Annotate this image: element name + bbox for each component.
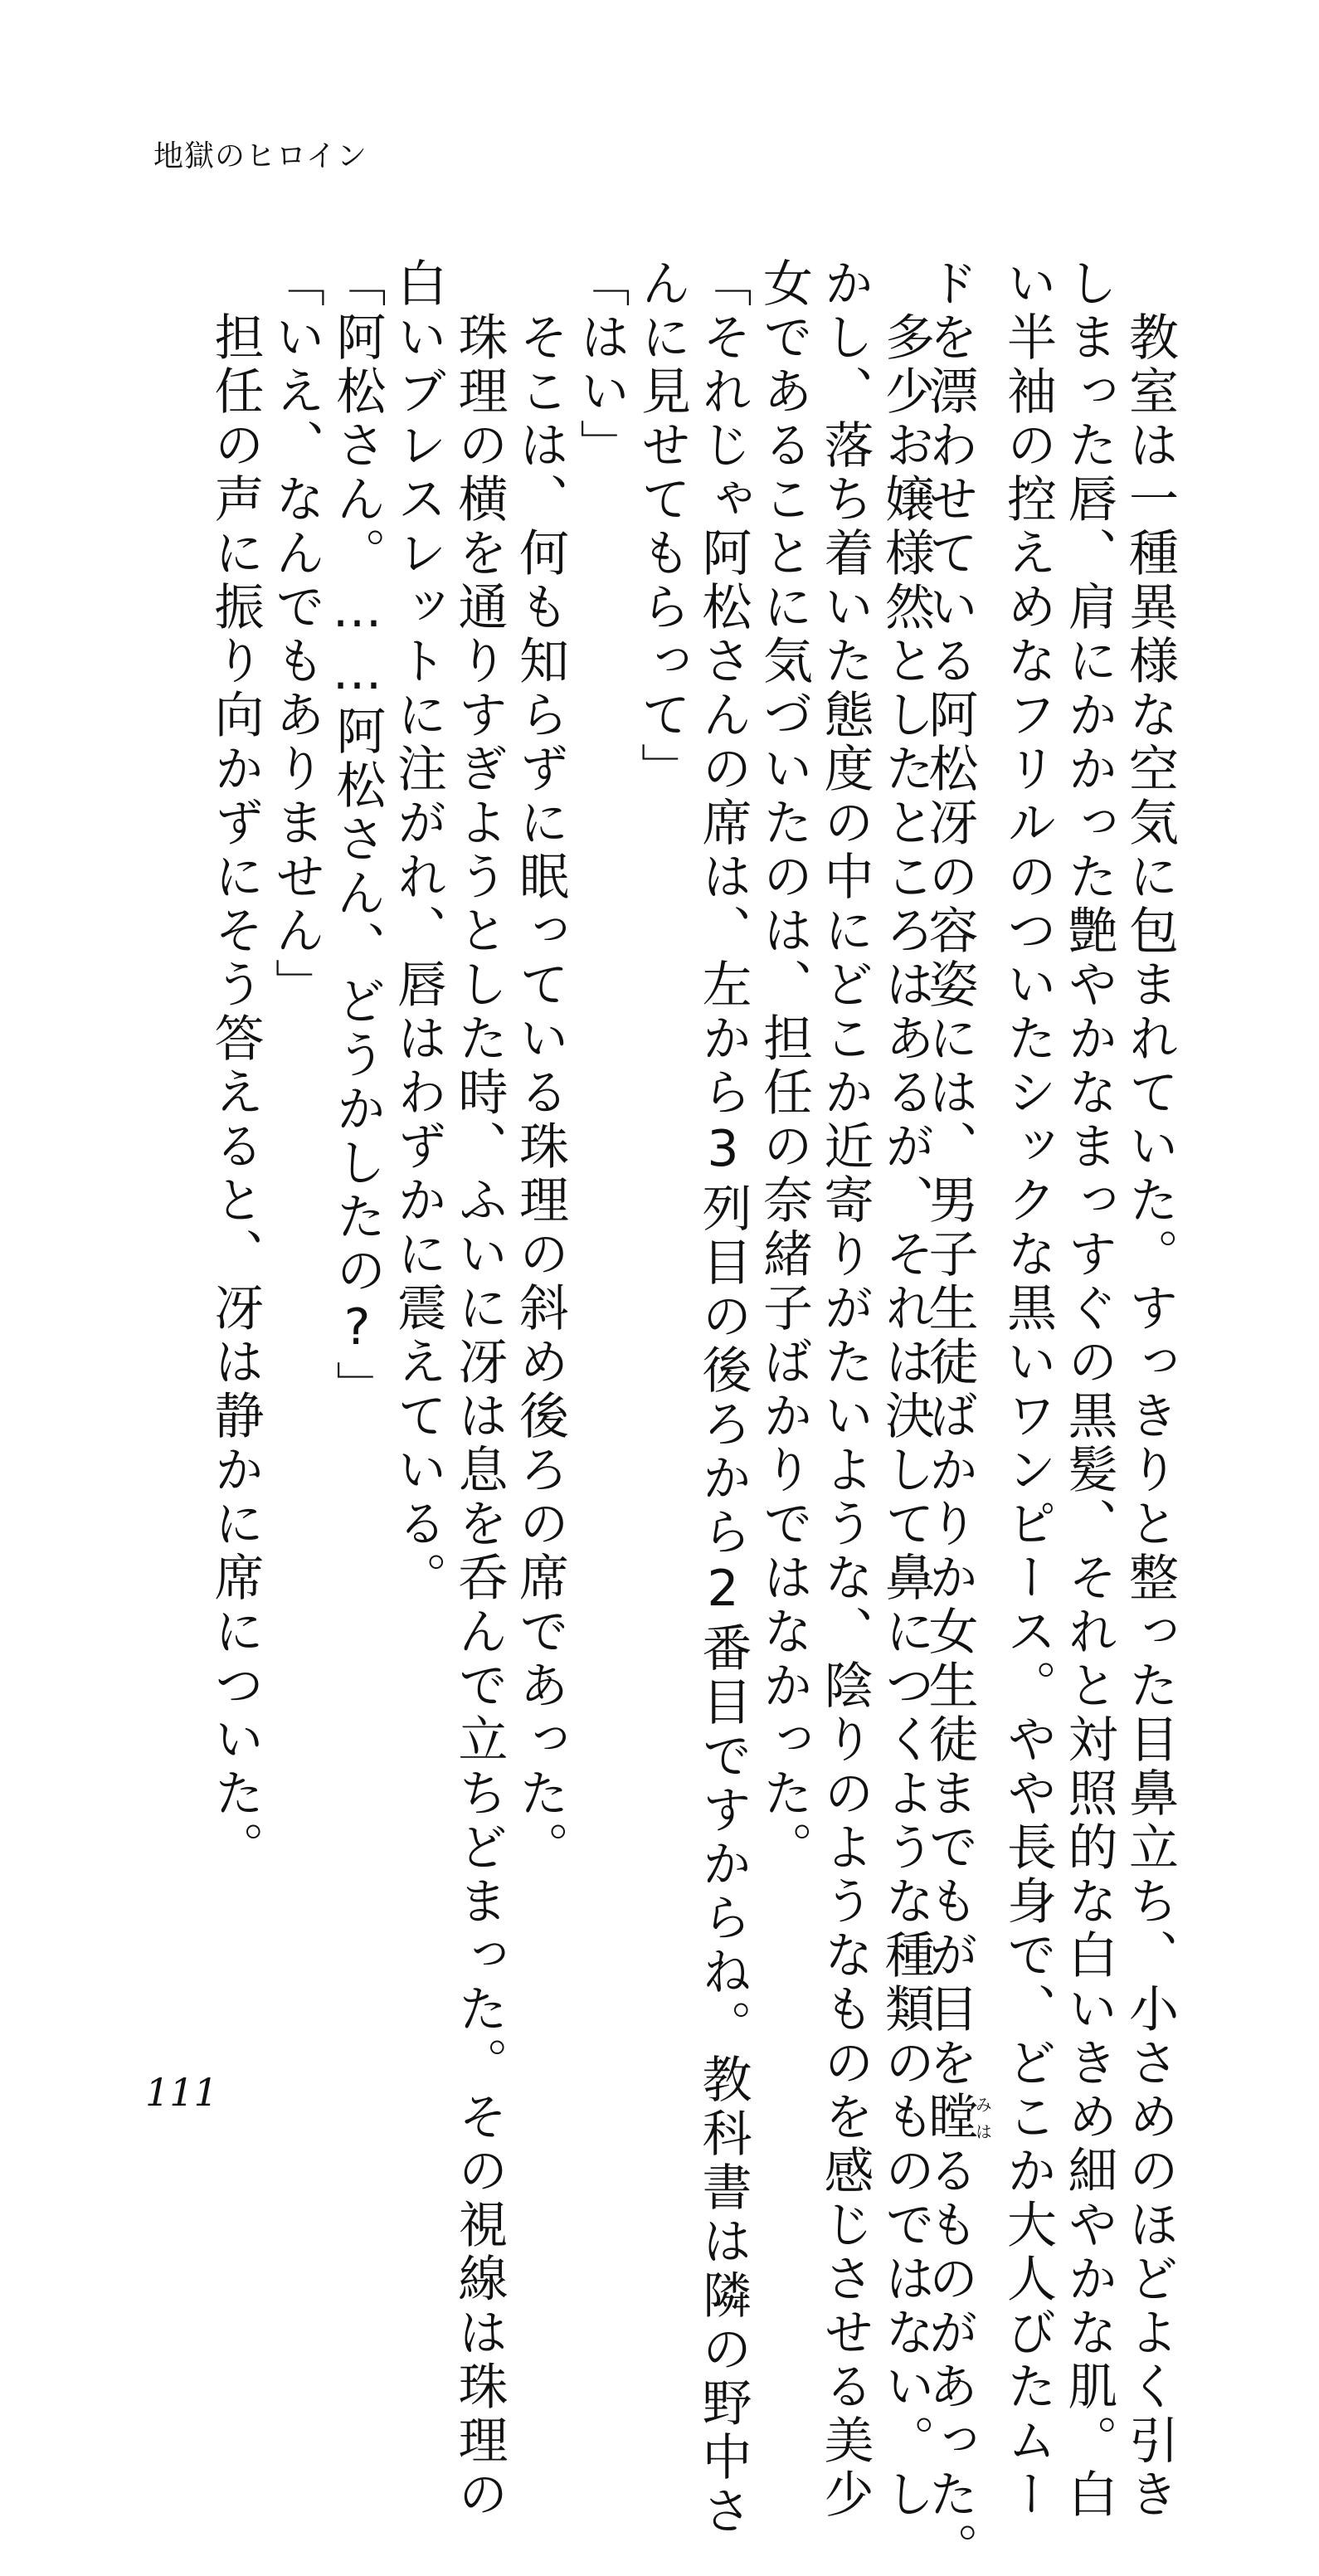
text-line	[633, 257, 691, 1999]
line-text: 珠理の横を通りすぎようとした時、ふいに冴は息を呑んで立ちどまった。その視線は珠理の	[450, 311, 509, 2522]
text-line	[999, 257, 1057, 2522]
indent	[450, 257, 509, 311]
text-line	[450, 257, 509, 2522]
ruby-base: 瞠	[920, 2091, 979, 2145]
line-text: ドを漂わせている阿松冴の容姿には、男子生徒ばかりか女生徒までもが目を	[920, 257, 979, 2091]
line-text-after: るものがあった。	[920, 2145, 979, 2576]
line-text: しまった唇、肩にかかった艶やかなまっすぐの黒髪、それと対照的な白いきめ細やかな肌。白	[1059, 257, 1118, 2522]
text-line	[511, 257, 569, 1999]
text-line	[1121, 257, 1179, 2522]
line-text: んに見せてもらって」	[633, 257, 691, 796]
line-text: そこは、何も知らずに眠っている珠理の斜め後ろの席であった。	[511, 311, 569, 1875]
line-text: 多少お嬢様然としたところはあるが、それは決して鼻につくような種類のものではない。し	[877, 311, 935, 2522]
line-text: かし、落ち着いた態度の中にどこか近寄りがたいような、陰りのようなものを感じさせる美少	[815, 257, 874, 2522]
line-text: 担任の声に振り向かずにそう答えると、冴は静かに席についた。	[206, 311, 265, 1875]
line-text: 「いえ、なんでもありません」	[267, 257, 325, 1012]
text-line	[815, 257, 874, 2522]
line-text: い半袖の控えめなフリルのついたシックな黒いワンピース。やや長身で、どこか大人びたムー	[999, 257, 1057, 2522]
page-number: 111	[145, 2070, 218, 2115]
ruby-annotation	[920, 2091, 993, 2145]
text-line	[694, 257, 752, 2539]
text-line	[755, 257, 813, 1999]
line-text: 「阿松さん。……阿松さん、どうかしたの?」	[328, 257, 387, 1415]
ruby-reading: みは	[972, 2091, 993, 2145]
line-text: 白いブレスレットに注がれ、唇はわずかに震えている。	[389, 257, 447, 1605]
line-text: 女であることに気づいたのは、担任の奈緒子ばかりではなかった。	[755, 257, 813, 1875]
line-text: 「それじゃ阿松さんの席は、左から3列目の後ろから2番目ですからね。教科書は隣の野中さ	[694, 257, 752, 2539]
text-line	[572, 257, 630, 1999]
indent	[511, 257, 569, 311]
text-line	[920, 257, 993, 2576]
text-line	[328, 257, 387, 1999]
text-line	[206, 257, 265, 1999]
indent	[1121, 257, 1179, 311]
text-line	[1059, 257, 1118, 2522]
text-line	[389, 257, 447, 1999]
vertical-text-block	[206, 257, 1179, 2576]
line-text: 教室は一種異様な空気に包まれていた。すっきりと整った目鼻立ち、小さめのほどよく引き	[1121, 311, 1179, 2522]
indent	[207, 257, 265, 311]
running-head: 地獄のヒロイン	[153, 139, 367, 173]
line-text: 「はい」	[572, 257, 630, 473]
text-line	[267, 257, 325, 1999]
